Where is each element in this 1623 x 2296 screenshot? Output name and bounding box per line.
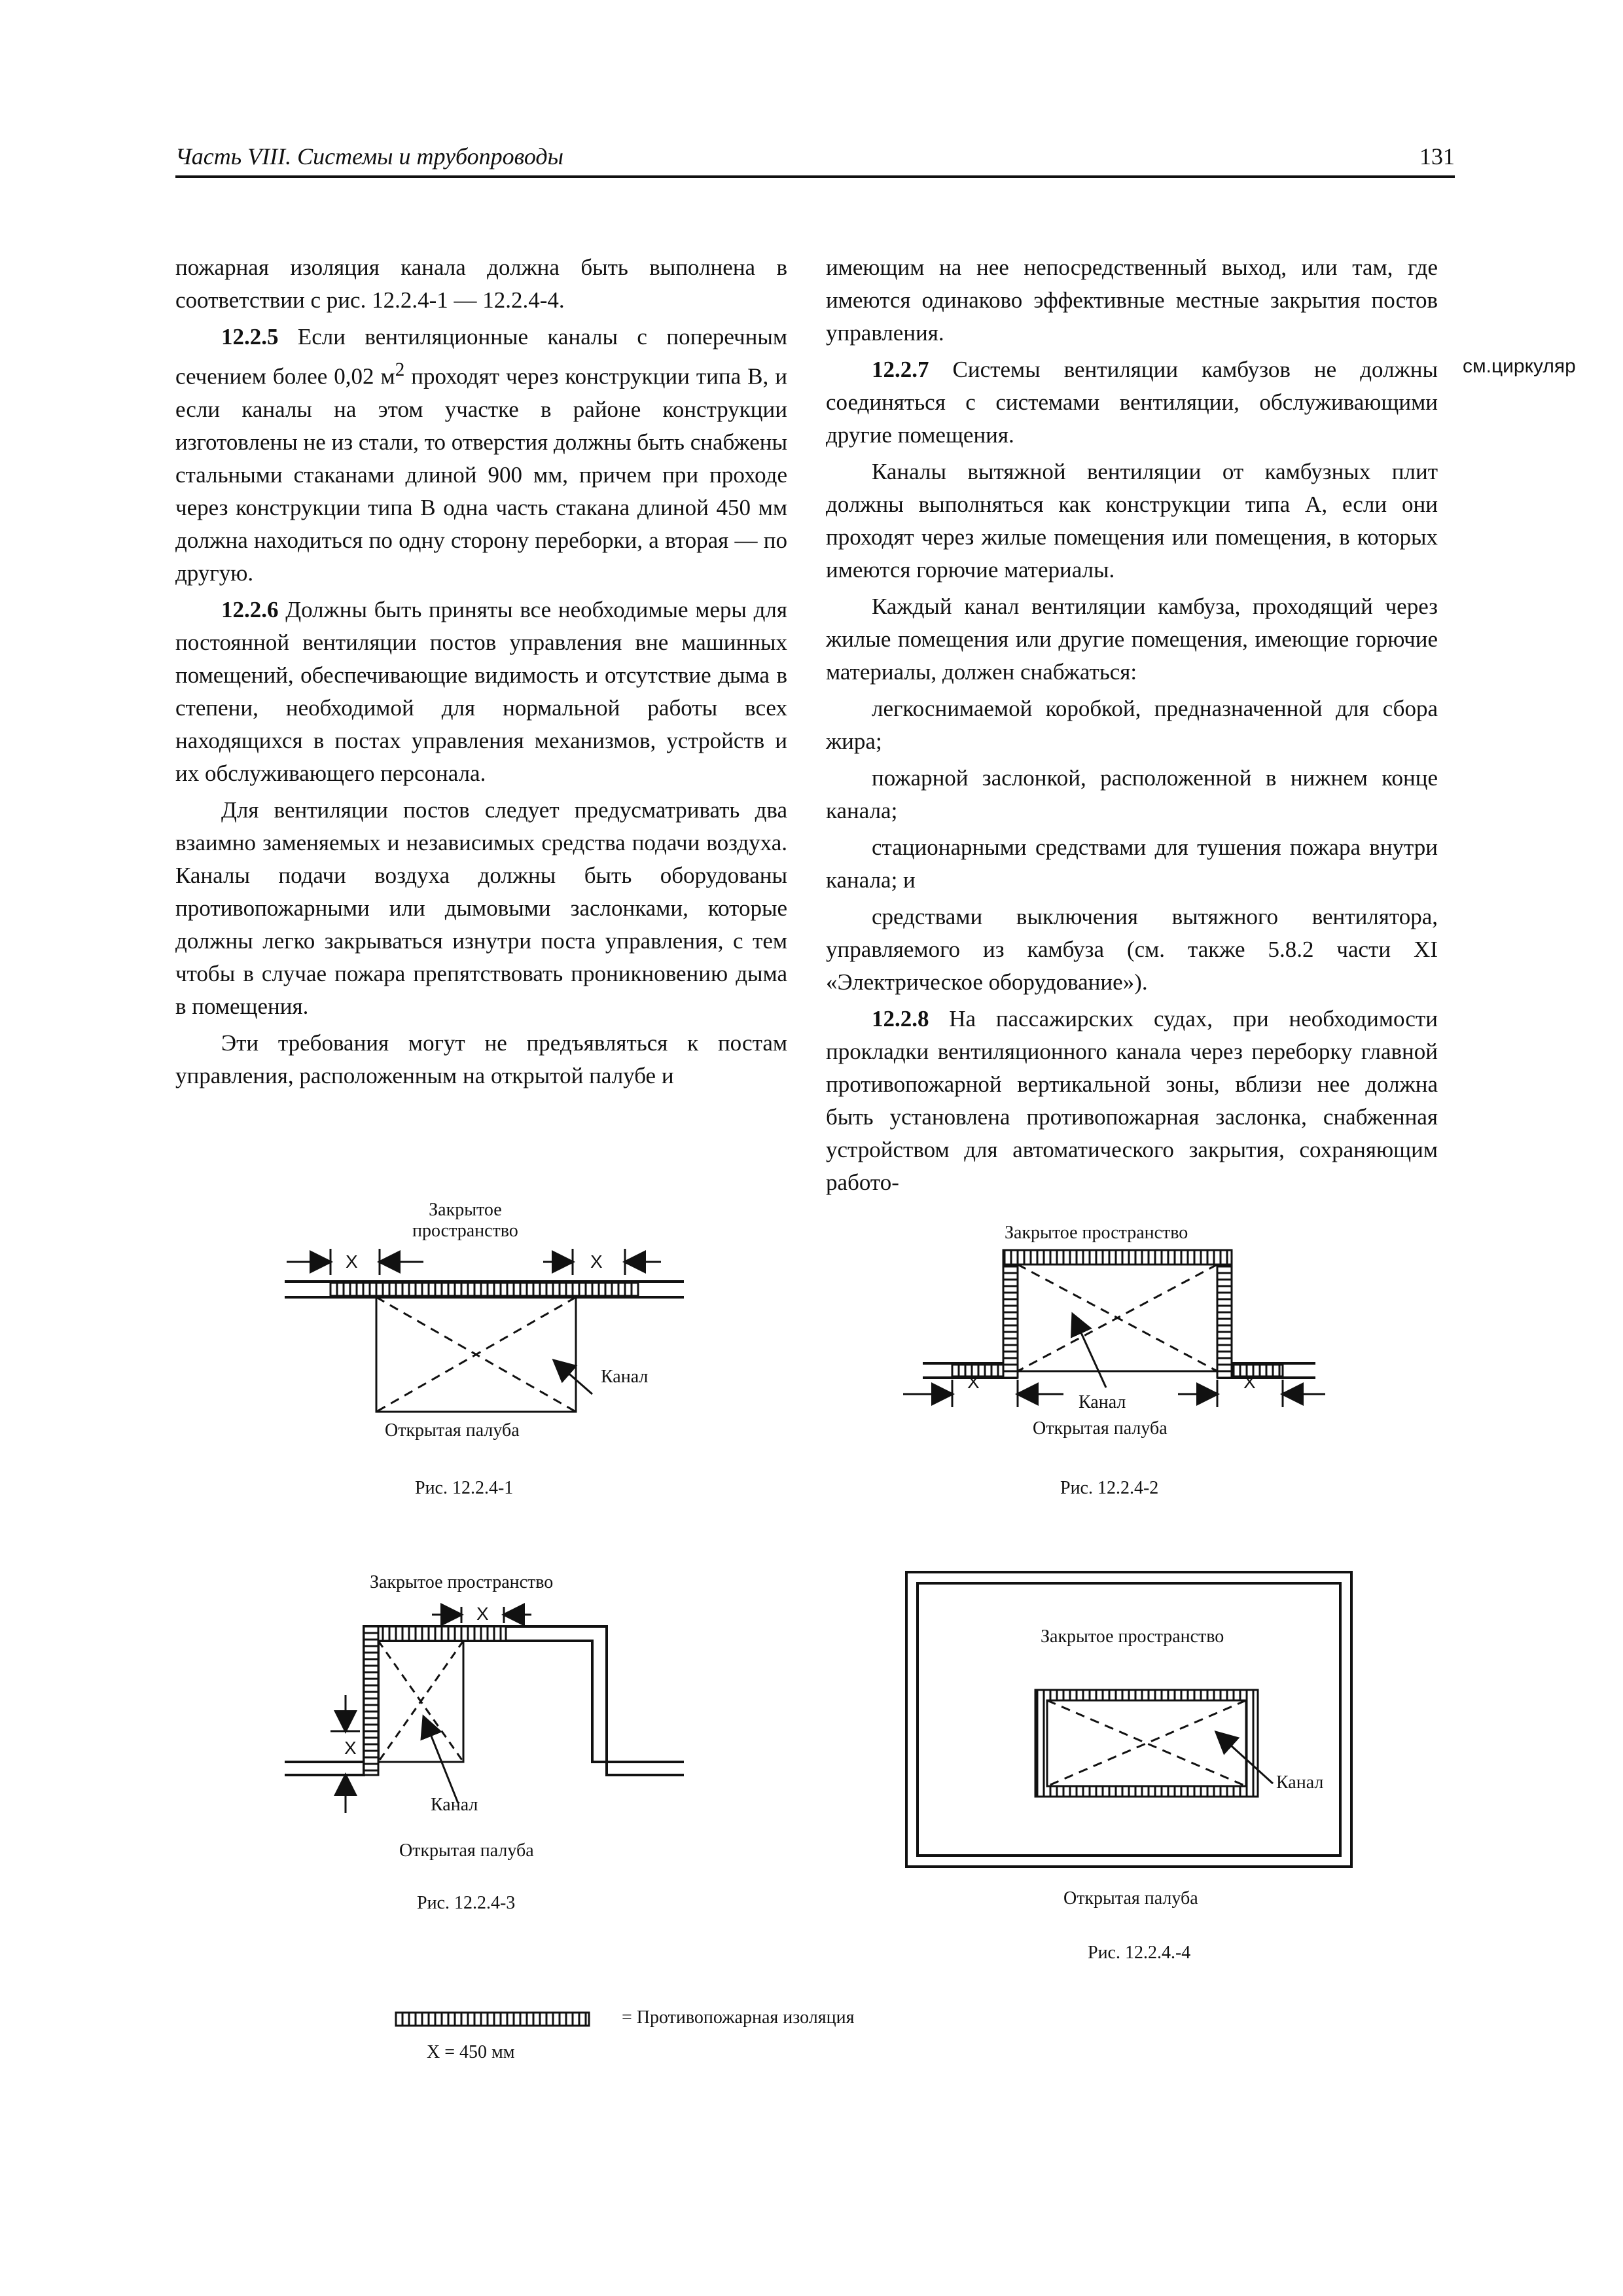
fig3-caption: Рис. 12.2.4-3 (417, 1893, 516, 1913)
fig1-x-right: X (590, 1251, 603, 1272)
fig4-duct-label: Канал (1276, 1772, 1324, 1793)
list-item: стационарными средствами для тушения пожара внутри канала; и (826, 834, 1438, 893)
enclosed-space-walls (1003, 1250, 1232, 1378)
fig2-caption: Рис. 12.2.4-2 (1060, 1478, 1159, 1498)
paragraph-text: Системы вентиляции камбузов не должны соединяться с системами вентиляции, обслуживающими другие помещения. (826, 357, 1438, 448)
legend-insulation-text: = Противопожарная изоляция (622, 2007, 855, 2028)
fig3-duct-label: Канал (431, 1795, 478, 1815)
fig2-duct-label: Канал (1079, 1392, 1126, 1412)
page-number: 131 (1419, 143, 1455, 170)
paragraph-text: Должны быть приняты все необходимые меры для постоянной вентиляции постов управления вне машинных помещений, обеспечивающие видимость и отсутствие дыма в степени, необходимой для нормальной работы всех находящихся в постах управления механизмов, устройств и их обслуживающего персонала. (175, 596, 787, 786)
fig3-x-top: X (476, 1604, 489, 1624)
fig4-top-label: Закрытое пространство (1041, 1626, 1224, 1647)
fig4-caption: Рис. 12.2.4.-4 (1088, 1943, 1191, 1963)
paragraph: Каналы вытяжной вентиляции от камбузных плит должны выполняться как конструкции типа А, если они проходят через жилые помещения или помещения, в которых имеются горючие материалы. (826, 459, 1438, 583)
insulation-sample (396, 2013, 589, 2026)
legend-x-value: X = 450 мм (427, 2042, 515, 2062)
fig4-bottom-label: Открытая палуба (1063, 1888, 1198, 1909)
fig1-x-left: X (346, 1251, 358, 1272)
paragraph-text: Если вентиляционные каналы с поперечным сечением более 0,02 м (175, 324, 787, 389)
figure-12-2-4-4 (906, 1572, 1351, 1867)
paragraph-text: На пассажирских судах, при необходимости прокладки вентиляционного канала через переборку главной противопожарной вертикальной зоны, вблизи нее должна быть установлена противопожарная заслонка, снабженная устройством для автоматического закрытия, сохраняющим работо- (826, 1006, 1438, 1195)
fig2-x-left: X (967, 1372, 980, 1392)
figure-12-2-4-2 (903, 1250, 1325, 1407)
clause-number: 12.2.7 (872, 357, 929, 382)
list-item: средствами выключения вытяжного вентилятора, управляемого из камбуза (см. также 5.8.2 части XI «Электрическое оборудование»). (826, 904, 1438, 995)
fig2-bottom-label: Открытая палуба (1033, 1418, 1168, 1439)
fig2-x-right: X (1243, 1372, 1256, 1392)
list-item: легкоснимаемой коробкой, предназначенной для сбора жира; (826, 696, 1438, 754)
figure-12-2-4-3 (285, 1607, 684, 1813)
paragraph-text: проходят через конструкции типа B, и если каналы на этом участке в районе конструкции изготовлены не из стали, то отверстия должны быть снабжены стальными стаканами длиной 900 мм, причем при проходе через конструкции типа B одна часть стакана длиной 450 мм должна находиться по одну сторону переборки, а вторая — по другую. (175, 363, 788, 586)
fig3-bottom-label: Открытая палуба (399, 1840, 534, 1861)
paragraph: пожарная изоляция канала должна быть выполнена в соответствии с рис. 12.2.4-1 — 12.2.4-4. (175, 255, 787, 313)
fig3-top-label: Закрытое пространство (370, 1572, 554, 1592)
superscript: 2 (395, 359, 405, 380)
fig1-bottom-label: Открытая палуба (385, 1420, 520, 1441)
paragraph: Каждый канал вентиляции камбуза, проходящий через жилые помещения или другие помещения, имеющие горючие материалы, должен снабжаться: (826, 594, 1438, 685)
clause-number: 12.2.5 (221, 324, 279, 350)
fig1-duct-label: Канал (601, 1367, 649, 1387)
list-item: пожарной заслонкой, расположенной в нижнем конце канала; (826, 765, 1438, 823)
running-title: Часть VIII. Системы и трубопроводы (175, 143, 563, 170)
fig2-top-label: Закрытое пространство (1005, 1223, 1188, 1243)
paragraph: имеющим на нее непосредственный выход, или там, где имеются одинаково эффективные местные закрытия постов управления. (826, 255, 1438, 346)
deck-line (285, 1282, 684, 1297)
fig1-caption: Рис. 12.2.4-1 (415, 1478, 514, 1498)
fig1-top-label: Закрытое пространство (412, 1200, 518, 1241)
legend (396, 2013, 589, 2026)
clause-number: 12.2.6 (221, 596, 279, 622)
fig3-x-side: X (344, 1738, 357, 1758)
dimension-x-left (903, 1380, 1063, 1407)
margin-note: см.циркуляр (1463, 355, 1576, 377)
paragraph: Эти требования могут не предъявляться к постам управления, расположенным на открытой палубе и (175, 1030, 787, 1088)
paragraph: Для вентиляции постов следует предусматривать два взаимно заменяемых и независимых средства подачи воздуха. Каналы подачи воздуха должны быть оборудованы противопожарными или дымовыми заслонками, которые должны легко закрываться изнутри поста управления, с тем чтобы в случае пожара препятствовать проникновению дыма в помещения. (175, 797, 787, 1019)
clause-number: 12.2.8 (872, 1006, 929, 1031)
